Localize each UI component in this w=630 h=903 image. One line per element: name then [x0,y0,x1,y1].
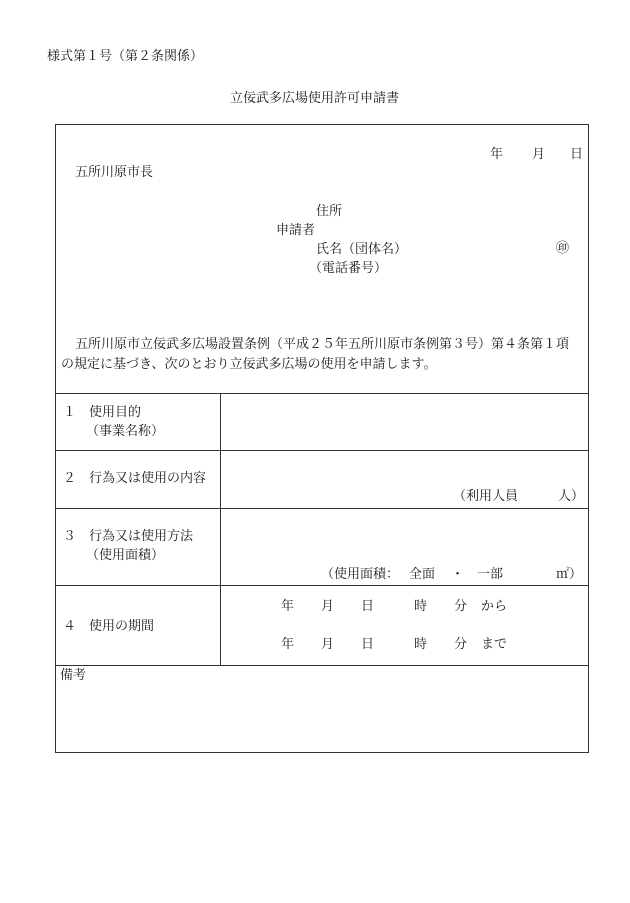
area-all-option[interactable]: 全面 [409,567,436,582]
row-divider [55,585,589,586]
period-to-year: 年 [281,637,295,652]
form-border-right [588,124,589,753]
seal-mark: ㊞ [556,241,570,256]
date-year-label: 年 [490,147,504,162]
form-border-left [55,124,56,753]
method-input-cell[interactable] [222,510,587,562]
form-border-top [55,124,589,125]
purpose-input-cell[interactable] [222,395,587,449]
remarks-label: 備考 [60,668,87,683]
phone-label: （電話番号） [309,261,388,276]
period-to-month: 月 [321,637,335,652]
date-day-label: 日 [570,147,584,162]
name-label: 氏名（団体名） [316,242,408,257]
method-sublabel: （使用面積） [86,548,165,563]
area-separator: ・ [451,567,465,582]
content-input-cell[interactable] [222,452,587,486]
content-label: ２ 行為又は使用の内容 [63,471,207,486]
users-open-label: （利用人員 [453,489,519,504]
addressee: 五所川原市長 [75,165,154,180]
area-unit: ㎡） [556,567,583,582]
period-from-hour: 時 [414,599,428,614]
statement-line-1: 五所川原市立佞武多広場設置条例（平成２５年五所川原市条例第３号）第４条第１項 [75,337,570,352]
period-from-day: 日 [361,599,375,614]
period-to-hour: 時 [414,637,428,652]
purpose-label: １ 使用目的 [63,405,142,420]
period-label: ４ 使用の期間 [63,619,155,634]
period-to-minute: 分 [454,637,468,652]
period-from-minute: 分 [454,599,468,614]
date-month-label: 月 [532,147,546,162]
method-label: ３ 行為又は使用方法 [63,529,194,544]
address-label: 住所 [316,204,343,219]
row-divider [55,393,589,394]
column-divider [220,393,221,666]
period-from-month: 月 [321,599,335,614]
row-divider [55,508,589,509]
purpose-sublabel: （事業名称） [86,424,165,439]
period-from-suffix: から [481,599,508,614]
form-border-bottom [55,752,589,753]
area-part-option[interactable]: 一部 [477,567,504,582]
users-close-label: 人） [558,489,585,504]
row-divider [55,450,589,451]
row-divider [55,665,589,666]
page-title: 立佞武多広場使用許可申請書 [230,91,400,106]
applicant-label: 申請者 [276,223,316,238]
form-number: 様式第１号（第２条関係） [47,49,204,64]
period-from-year: 年 [281,599,295,614]
period-to-suffix: まで [481,637,508,652]
remarks-input-area[interactable] [57,688,587,750]
statement-line-2: の規定に基づき、次のとおり立佞武多広場の使用を申請します。 [61,357,437,372]
period-to-day: 日 [361,637,375,652]
area-label: （使用面積： [321,567,400,582]
